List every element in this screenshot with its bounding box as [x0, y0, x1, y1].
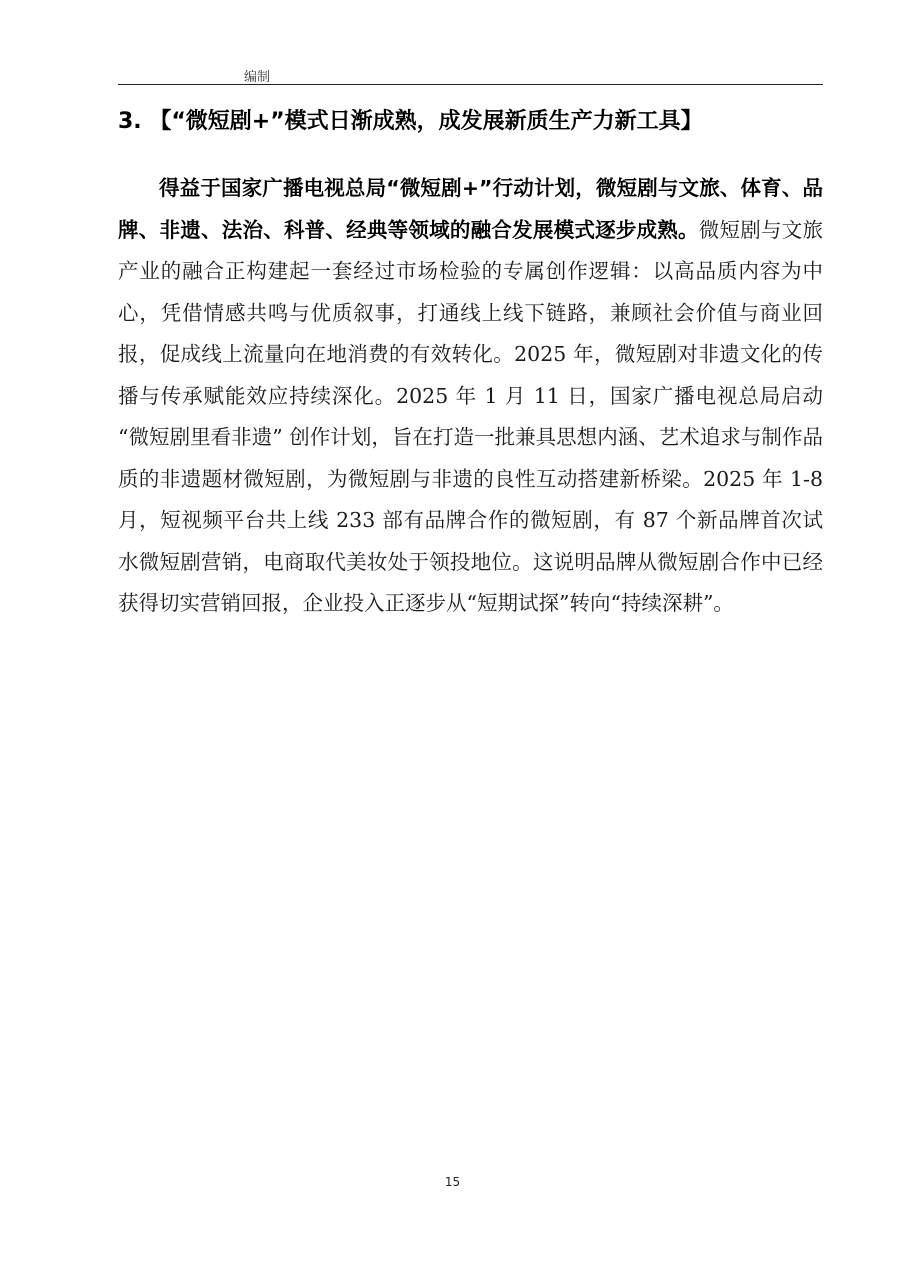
paragraph-lead-sentence: 得益于国家广播电视总局“微短剧+”行动计划，微短剧与文旅、体育、品牌、非遗、法治、科普、经典等领域的融合发展模式逐步成熟。 [118, 176, 823, 242]
section-paragraph [118, 168, 823, 625]
header-divider [118, 84, 823, 85]
page-number: 15 [444, 1175, 461, 1189]
paragraph-body-text: 微短剧与文旅产业的融合正构建起一套经过市场检验的专属创作逻辑：以高品质内容为中心，凭借情感共鸣与优质叙事，打通线上线下链路，兼顾社会价值与商业回报，促成线上流量向在地消费的有效转化。2025 年，微短剧对非遗文化的传播与传承赋能效应持续深化。2025 年 1 月 11 日，国家广播电视总局启动 “微短剧里看非遗” 创作计划，旨在打造一批兼具思想内涵、艺术追求与制作品质的非遗题材微短剧，为微短剧与非遗的良性互动搭建新桥梁。2025 年 1-8 月，短视频平台共上线 233 部有品牌合作的微短剧，有 87 个新品牌首次试水微短剧营销，电商取代美妆处于领投地位。这说明品牌从微短剧合作中已经获得切实营销回报，企业投入正逐步从“短期试探”转向“持续深耕”。 [118, 217, 824, 615]
section-heading: 3. 【“微短剧+”模式日渐成熟，成发展新质生产力新工具】 [118, 109, 703, 134]
header-label: 编制 [244, 70, 271, 85]
